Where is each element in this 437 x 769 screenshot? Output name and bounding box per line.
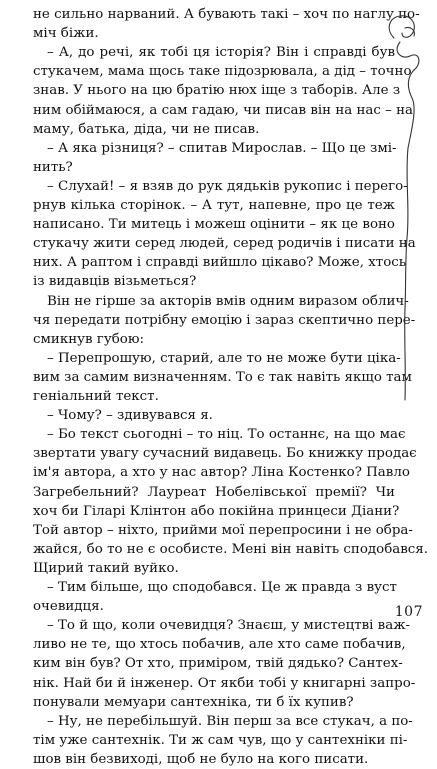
text-line: звертати увагу сучасний видавець. Бо книжку продає xyxy=(33,446,417,462)
text-line: – Бо текст сьогодні – то ніц. То останнє, на що має xyxy=(47,427,406,443)
text-line: Загребельний? Лауреат Нобелівської премії? Чи xyxy=(33,484,395,500)
text-line: міч біжи. xyxy=(33,26,99,42)
text-line: ім'я автора, а хто у нас автор? Ліна Костенко? Павло xyxy=(33,465,410,481)
text-line: – Чому? – здивувався я. xyxy=(47,408,213,424)
text-line: ливо не те, що хтось побачив, але хто саме побачив, xyxy=(33,637,406,653)
text-line: стукачу жити серед людей, серед родичів і писати на xyxy=(33,236,416,252)
text-line: них. А раптом і справді вийшло цікаво? Може, хтось xyxy=(33,255,407,271)
text-line: – Тим більше, що сподобався. Це ж правда з вуст xyxy=(47,580,397,595)
text-line: – Слухай! – я взяв до рук дядьків рукопис і перего- xyxy=(47,178,408,194)
text-line: Щирий такий вуйко. xyxy=(33,560,179,576)
text-line: жайся, бо то не є особисте. Мені він навіть сподобався. xyxy=(33,541,428,557)
text-line: шов він безвиході, щоб не було на кого писати. xyxy=(33,751,369,767)
text-line: – Перепрошую, старий, але то не може бути ціка- xyxy=(47,350,401,366)
text-line: ким він був? От хто, приміром, твій дядько? Сантех- xyxy=(33,656,403,672)
text-line: Той автор – ніхто, прийми мої перепросини і не обра- xyxy=(33,522,413,538)
text-line: Він не гірше за акторів вмів одним виразом облич- xyxy=(47,293,409,309)
text-line: – Ну, не перебільшуй. Він перш за все стукач, а по- xyxy=(47,713,413,729)
text-line: маму, батька, діда, чи не писав. xyxy=(33,121,260,137)
text-line: стукачем, мама щось таке підозрювала, а дід – точно xyxy=(33,64,412,80)
text-line: із видавців візьметься? xyxy=(33,274,197,290)
text-line: понували мемуари сантехніка, ти б їх купив? xyxy=(33,694,354,710)
text-line: ним обіймаюся, а сам гадаю, чи писав він на нас – на xyxy=(33,102,414,118)
text-line: нік. Най би й інженер. От якби тобі у книгарні запро- xyxy=(33,675,416,691)
text-line: не сильно нарваний. А бувають такі – хоч по наглу по- xyxy=(33,7,420,22)
text-line: рнув кілька сторінок. – А тут, напевне, про це теж xyxy=(33,198,395,213)
decorative-ornament-icon xyxy=(372,8,432,408)
text-line: – А яка різниця? – спитав Мирослав. – Що це змі- xyxy=(47,140,397,156)
text-line: нить? xyxy=(33,159,73,175)
page-number: 107 xyxy=(394,604,423,620)
text-line: геніальний текст. xyxy=(33,389,159,404)
text-line: вим за самим визначенням. То є так навіть якщо там xyxy=(33,369,412,385)
text-line: знав. У нього на цю братію нюх іще з таборів. Але з xyxy=(33,83,401,99)
text-line: – А, до речі, як тобі ця історія? Він і справді був xyxy=(47,45,395,61)
text-line: тім уже сантехнік. Ти ж сам чув, що у сантехніки пі- xyxy=(33,732,408,748)
text-line: чя передати потрібну емоцію і зараз скептично пере- xyxy=(33,312,416,328)
text-line: – То й що, коли очевидця? Знаєш, у мистецтві важ- xyxy=(47,618,411,634)
text-line: написано. Ти митець і можеш оцінити – як це воно xyxy=(33,217,395,233)
text-line: смикнув губою: xyxy=(33,331,144,347)
text-line: очевидця. xyxy=(33,599,104,615)
text-line: хоч би Гіларі Клінтон або покійна принцеси Діани? xyxy=(33,503,400,519)
